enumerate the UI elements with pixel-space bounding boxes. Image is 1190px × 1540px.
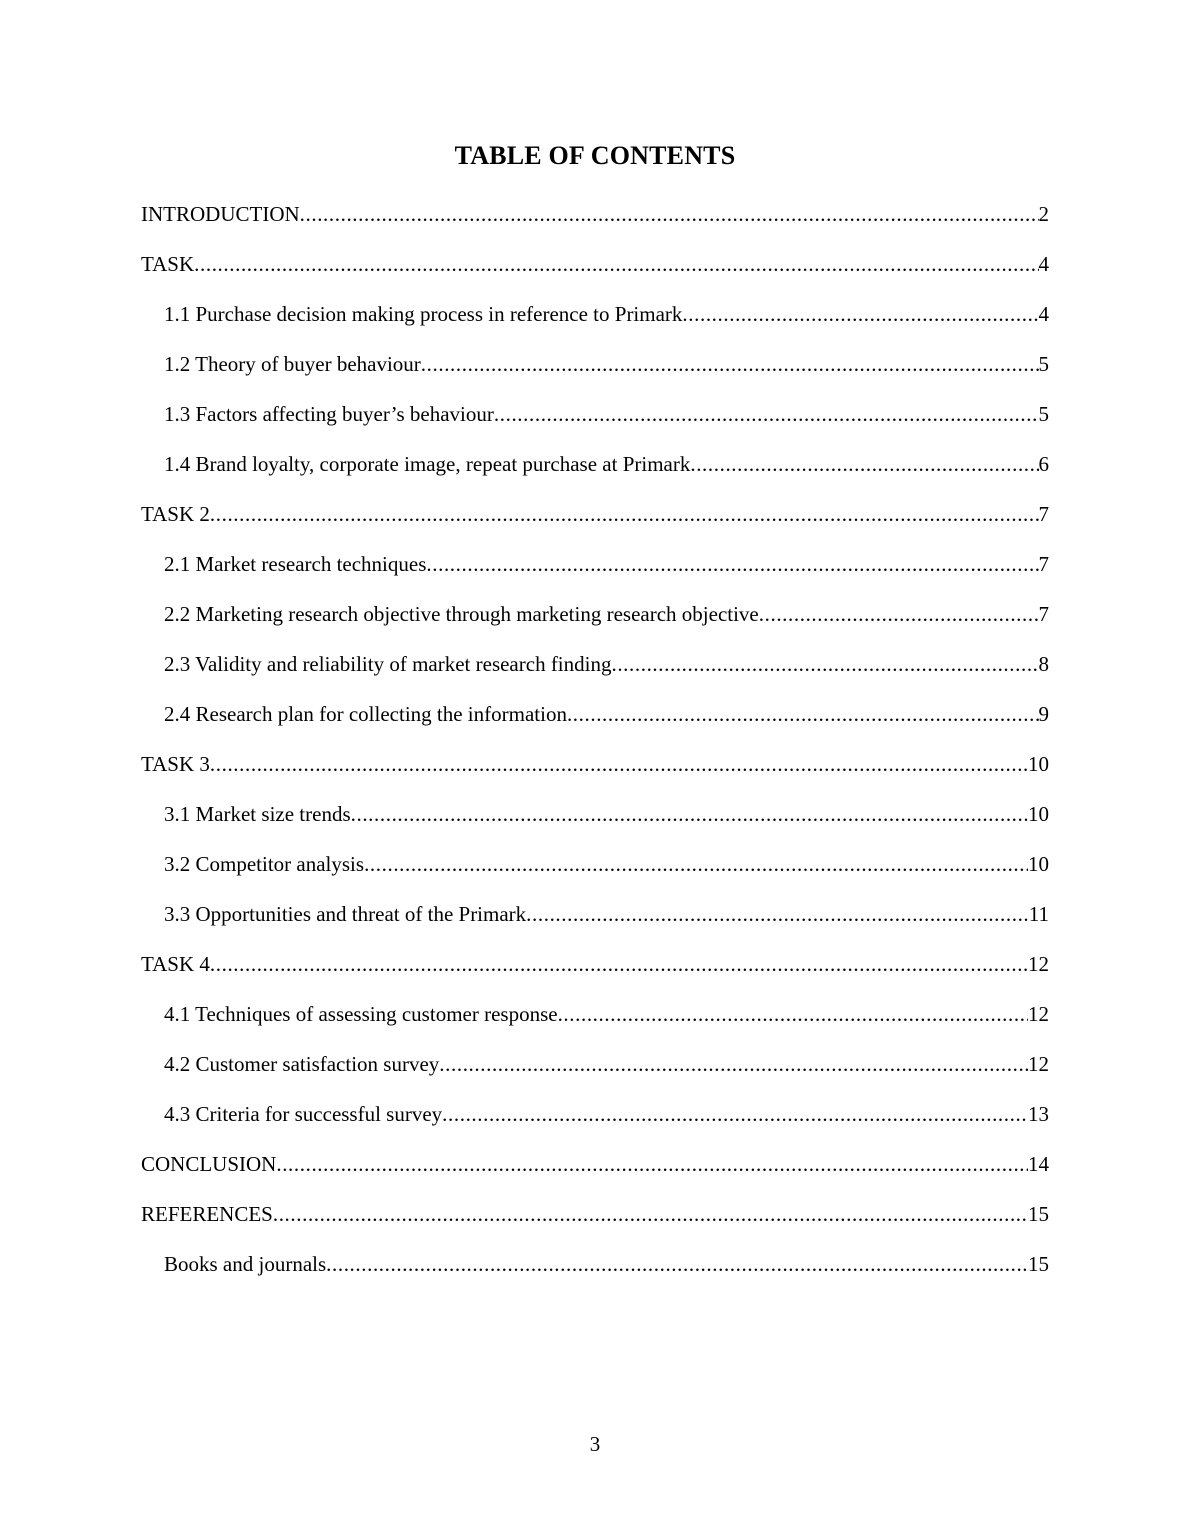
toc-entry[interactable]	[141, 348, 1049, 398]
toc-entry-label: 2.3 Validity and reliability of market research finding	[164, 652, 612, 676]
toc-entry[interactable]	[141, 1048, 1049, 1098]
toc-entry-label: TASK 3	[141, 752, 210, 776]
toc-entry[interactable]	[141, 398, 1049, 448]
toc-entry-page: 12	[1028, 1052, 1049, 1076]
toc-entry[interactable]	[141, 548, 1049, 598]
toc-entry-page: 5	[1038, 402, 1049, 426]
toc-entry[interactable]	[141, 248, 1049, 298]
toc-entry-page: 8	[1038, 652, 1049, 676]
toc-entry-label: 2.2 Marketing research objective through marketing research objective	[164, 602, 759, 626]
toc-dot-leader	[442, 1098, 1028, 1130]
toc-entry[interactable]	[141, 648, 1049, 698]
toc-list	[141, 198, 1049, 1298]
toc-entry-label: REFERENCES	[141, 1202, 273, 1226]
toc-entry-label: 1.1 Purchase decision making process in reference to Primark	[164, 302, 683, 326]
toc-entry[interactable]	[141, 998, 1049, 1048]
toc-title: TABLE OF CONTENTS	[454, 141, 736, 170]
toc-entry[interactable]	[141, 198, 1049, 248]
toc-entry-page: 2	[1038, 202, 1049, 226]
toc-entry-label: 4.1 Techniques of assessing customer response	[164, 1002, 558, 1026]
toc-entry-page: 12	[1028, 952, 1049, 976]
toc-entry-page: 4	[1038, 302, 1049, 326]
page-number: 3	[589, 1432, 601, 1456]
toc-entry-page: 7	[1038, 602, 1049, 626]
toc-dot-leader	[273, 1198, 1028, 1230]
toc-entry-page: 5	[1038, 352, 1049, 376]
toc-entry-page: 12	[1028, 1002, 1049, 1026]
toc-entry-label: TASK 2	[141, 502, 210, 526]
toc-dot-leader	[558, 998, 1028, 1030]
toc-entry[interactable]	[141, 898, 1049, 948]
toc-dot-leader	[567, 698, 1039, 730]
toc-entry-page: 7	[1038, 502, 1049, 526]
toc-entry[interactable]	[141, 798, 1049, 848]
toc-entry-label: 3.1 Market size trends	[164, 802, 351, 826]
toc-entry-page: 13	[1028, 1102, 1049, 1126]
toc-dot-leader	[210, 498, 1039, 530]
toc-entry[interactable]	[141, 598, 1049, 648]
toc-entry-page: 14	[1028, 1152, 1049, 1176]
toc-entry[interactable]	[141, 1148, 1049, 1198]
toc-dot-leader	[300, 198, 1039, 230]
toc-entry[interactable]	[141, 748, 1049, 798]
toc-dot-leader	[210, 948, 1028, 980]
toc-entry-label: 2.4 Research plan for collecting the information	[164, 702, 567, 726]
toc-entry-label: TASK	[141, 252, 195, 276]
toc-entry[interactable]	[141, 848, 1049, 898]
toc-dot-leader	[690, 448, 1038, 480]
toc-entry[interactable]	[141, 1248, 1049, 1298]
toc-entry-label: INTRODUCTION	[141, 202, 300, 226]
toc-entry-label: 1.3 Factors affecting buyer’s behaviour	[164, 402, 494, 426]
toc-entry-label: TASK 4	[141, 952, 210, 976]
toc-entry-page: 9	[1038, 702, 1049, 726]
toc-dot-leader	[439, 1048, 1028, 1080]
toc-entry-page: 15	[1028, 1202, 1049, 1226]
toc-entry[interactable]	[141, 948, 1049, 998]
toc-dot-leader	[364, 848, 1028, 880]
toc-entry-page: 10	[1028, 852, 1049, 876]
toc-entry-label: 4.2 Customer satisfaction survey	[164, 1052, 440, 1076]
toc-entry[interactable]	[141, 698, 1049, 748]
toc-dot-leader	[210, 748, 1028, 780]
toc-entry-page: 7	[1038, 552, 1049, 576]
toc-entry[interactable]	[141, 1198, 1049, 1248]
toc-dot-leader	[421, 348, 1039, 380]
toc-entry-page: 6	[1038, 452, 1049, 476]
toc-entry-page: 4	[1038, 252, 1049, 276]
toc-entry[interactable]	[141, 1098, 1049, 1148]
toc-dot-leader	[526, 898, 1029, 930]
toc-dot-leader	[426, 548, 1038, 580]
toc-entry-label: 3.2 Competitor analysis	[164, 852, 365, 876]
toc-entry-label: Books and journals	[164, 1252, 327, 1276]
toc-entry-page: 15	[1028, 1252, 1049, 1276]
toc-dot-leader	[326, 1248, 1028, 1280]
toc-entry-label: 4.3 Criteria for successful survey	[164, 1102, 443, 1126]
toc-dot-leader	[351, 798, 1028, 830]
toc-entry-page: 10	[1028, 802, 1049, 826]
toc-entry-label: 1.2 Theory of buyer behaviour	[164, 352, 421, 376]
toc-dot-leader	[494, 398, 1039, 430]
toc-entry[interactable]	[141, 498, 1049, 548]
toc-entry-label: 1.4 Brand loyalty, corporate image, repeat purchase at Primark	[164, 452, 691, 476]
toc-dot-leader	[194, 248, 1038, 280]
toc-dot-leader	[611, 648, 1038, 680]
toc-entry[interactable]	[141, 448, 1049, 498]
toc-entry[interactable]	[141, 298, 1049, 348]
toc-entry-label: CONCLUSION	[141, 1152, 277, 1176]
toc-entry-label: 3.3 Opportunities and threat of the Primark	[164, 902, 527, 926]
toc-dot-leader	[276, 1148, 1028, 1180]
toc-dot-leader	[759, 598, 1039, 630]
toc-entry-label: 2.1 Market research techniques	[164, 552, 427, 576]
toc-entry-page: 10	[1028, 752, 1049, 776]
toc-entry-page: 11	[1028, 902, 1049, 926]
toc-dot-leader	[682, 298, 1038, 330]
